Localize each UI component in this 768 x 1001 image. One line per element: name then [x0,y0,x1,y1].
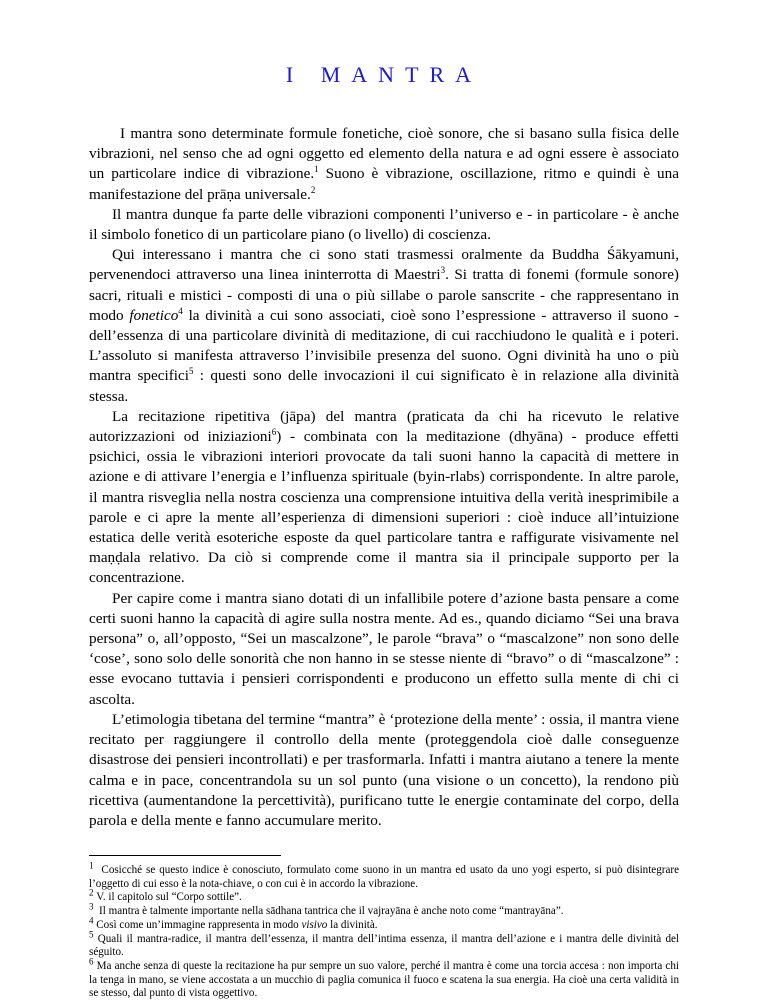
footnote-divider [89,855,281,856]
footnote: $^1$ Cosicché se questo indice è conosciuto, formulato come suono in un mantra ed usato da uno yogi esperto, si può disintegrare l’oggetto di cui esso è la nota-chiave, o con cui è in accordo la vibrazione. [89,860,679,890]
footnote-ref: 2 [310,184,316,195]
paragraph: Il mantra dunque fa parte delle vibrazioni componenti l’universo e - in particolare - è anche il simbolo fonetico di un particolare piano (o livello) di coscienza. [89,205,679,244]
footnotes [89,860,679,1001]
paragraph: La recitazione ripetitiva (jāpa) del mantra (praticata da chi ha ricevuto le relative autorizzazioni od iniziazioni$^6$) - combinata con la meditazione (dhyāna) - produce effetti psichici, ossia le vibrazioni interiori provocate da tali suoni hanno la capacità di mettere in azione e di attivare l’energia e l’influenza spirituale (byin-rlabs) corrispondente. In altre parole, il mantra risveglia nella nostra coscienza una comprensione intuitiva della verità inesprimibile a parole e ci apre la mente all’esperienza di dimensioni superiori : cioè induce all’intuizione estatica delle verità esoteriche esposte da quel particolare tantra e raffigurate visivamente nel maṇḍala relativo. Da ciò si comprende come il mantra sia il principale supporto per la concentrazione. [89,407,680,587]
paragraph: Qui interessano i mantra che ci sono stati trasmessi oralmente da Buddha Śākyamuni, pervenendoci attraverso una linea ininterrotta di Maestri$^3$. Si tratta di fonemi (formule sonore) sacri, rituali e mistici - composti di una o più sillabe o parole sanscrite - che rappresentano in modo fonetico$^4$ la divinità a cui sono associati, cioè sono l’espressione - attraverso il suono - dell’essenza di una particolare divinità di meditazione, di cui racchiudono le qualità e i poteri. L’assoluto si manifesta attraverso l’invisibile presenza del suono. Ogni divinità ha uno o più mantra specifici$^5$ : questi sono delle invocazioni il cui significato è in relazione alla divinità stessa. [89,246,680,405]
footnote-ref: 3 [440,265,446,276]
footnote-ref: 4 [178,305,183,316]
footnote-ref: 6 [271,426,277,437]
footnote: $^5$ Quali il mantra-radice, il mantra dell’essenza, il mantra dell’intima essenza, il mantra dell’azione e i mantra delle divinità del séguito. [89,928,679,959]
body-text [89,124,679,831]
footnote: $^3$ Il mantra è talmente importante nella sādhana tantrica che il vajrayāna è anche noto come “mantrayāna”. [89,901,564,918]
paragraph: Per capire come i mantra siano dotati di un infallibile potere d’azione basta pensare a come certi suoni hanno la capacità di agire sulla nostra mente. Ad es., quando diciamo “Sei una brava persona” o, all’opposto, “Sei un mascalzone”, le parole “brava” o “mascalzone” non sono delle ‘cose’, sono solo delle sonorità che non hanno in se stesse niente di “bravo” o di “mascalzone” : esse evocano tuttavia i pensieri corrispondenti e producono un effetto sulla mente di chi ci ascolta. [89,589,679,708]
paragraph: I mantra sono determinate formule fonetiche, cioè sonore, che si basano sulla fisica delle vibrazioni, nel senso che ad ogni oggetto ed elemento della natura e ad ogni essere è associato un particolare indice di vibrazione.$^1$ Suono è vibrazione, oscillazione, ritmo e quindi è una manifestazione del prāṇa universale.$^2$ [89,125,679,203]
footnote-ref: 5 [188,366,194,377]
footnote: $^4$ Così come un’immagine rappresenta in modo visivo la divinità. [89,915,378,931]
page-title: I MANTRA [285,62,483,87]
footnote-ref: 1 [314,164,319,175]
footnote: $^2$ V. il capitolo sul “Corpo sottile”. [89,887,242,904]
paragraph: L’etimologia tibetana del termine “mantra” è ‘protezione della mente’ : ossia, il mantra viene recitato per raggiungere il controllo della mente (proteggendola cioè dalle conseguenze disastrose dei pensieri incontrollati) e per trasformarla. Infatti i mantra aiutano a tenere la mente calma e in pace, concentrandola su un sol punto (una visione o un concetto), la rendono più ricettiva (aumentandone la percettività), purificano tutte le energie contaminate del corpo, della parola e della mente e fanno accumulare merito. [89,710,679,829]
footnote: $^6$ Ma anche senza di queste la recitazione ha pur sempre un suo valore, perché il mantra è come una torcia accesa : non importa chi la tenga in mano, se viene accostata a un mucchio di paglia comunica il fuoco e scatena la sua energia. Ha cioè una certa validità in se stesso, dal punto di vista oggettivo. [89,956,679,1000]
